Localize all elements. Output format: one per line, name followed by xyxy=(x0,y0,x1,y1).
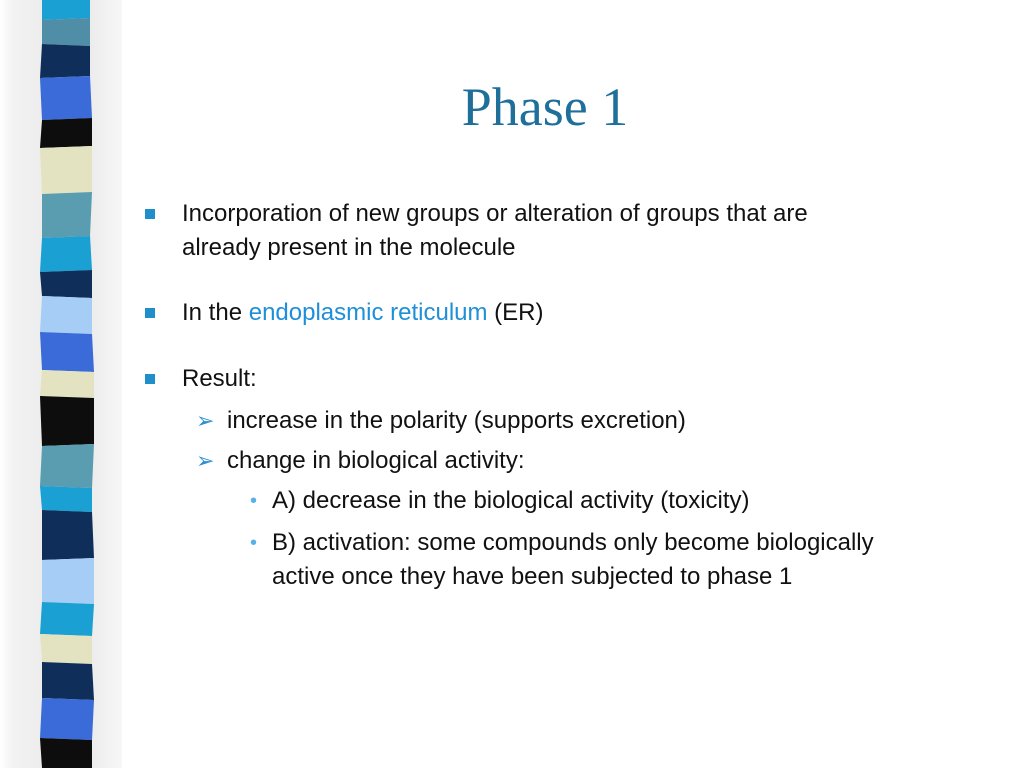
dot-bullet-icon: • xyxy=(250,490,258,512)
er-link[interactable]: endoplasmic reticulum xyxy=(248,299,488,326)
bullet-text-prefix: In the xyxy=(182,299,249,326)
square-bullet-icon xyxy=(145,209,155,219)
bullet-line: Incorporation of new groups or alteration of groups that are xyxy=(182,200,808,227)
sub-bullet-activity xyxy=(196,444,525,478)
arrow-bullet-icon: ➢ xyxy=(196,408,215,433)
sub-bullet-text: change in biological activity: xyxy=(227,447,525,474)
sub-sub-bullet-text: A) decrease in the biological activity (toxicity) xyxy=(272,487,750,514)
slide-title: Phase 1 xyxy=(461,77,629,137)
sub-bullet-text: increase in the polarity (supports excretion) xyxy=(227,407,686,434)
sub-bullet-polarity xyxy=(196,404,686,438)
bullet-label: Result: xyxy=(182,365,257,392)
bullet-incorporation xyxy=(145,197,808,265)
sub-sub-bullet-decrease xyxy=(250,484,750,518)
bullet-line: active once they have been subjected to phase 1 xyxy=(272,563,793,590)
bullet-line: B) activation: some compounds only become biologically xyxy=(272,529,874,556)
decorative-stripe-bar xyxy=(34,0,98,768)
bullet-er xyxy=(145,296,544,330)
bullet-result xyxy=(145,362,257,396)
square-bullet-icon xyxy=(145,374,155,384)
dot-bullet-icon: • xyxy=(250,532,258,554)
bullet-line: already present in the molecule xyxy=(182,234,516,261)
bullet-text-suffix: (ER) xyxy=(487,299,544,326)
square-bullet-icon xyxy=(145,308,155,318)
sub-sub-bullet-activation xyxy=(250,526,874,594)
stripe-bar-graphic xyxy=(34,0,98,768)
arrow-bullet-icon: ➢ xyxy=(196,448,215,473)
